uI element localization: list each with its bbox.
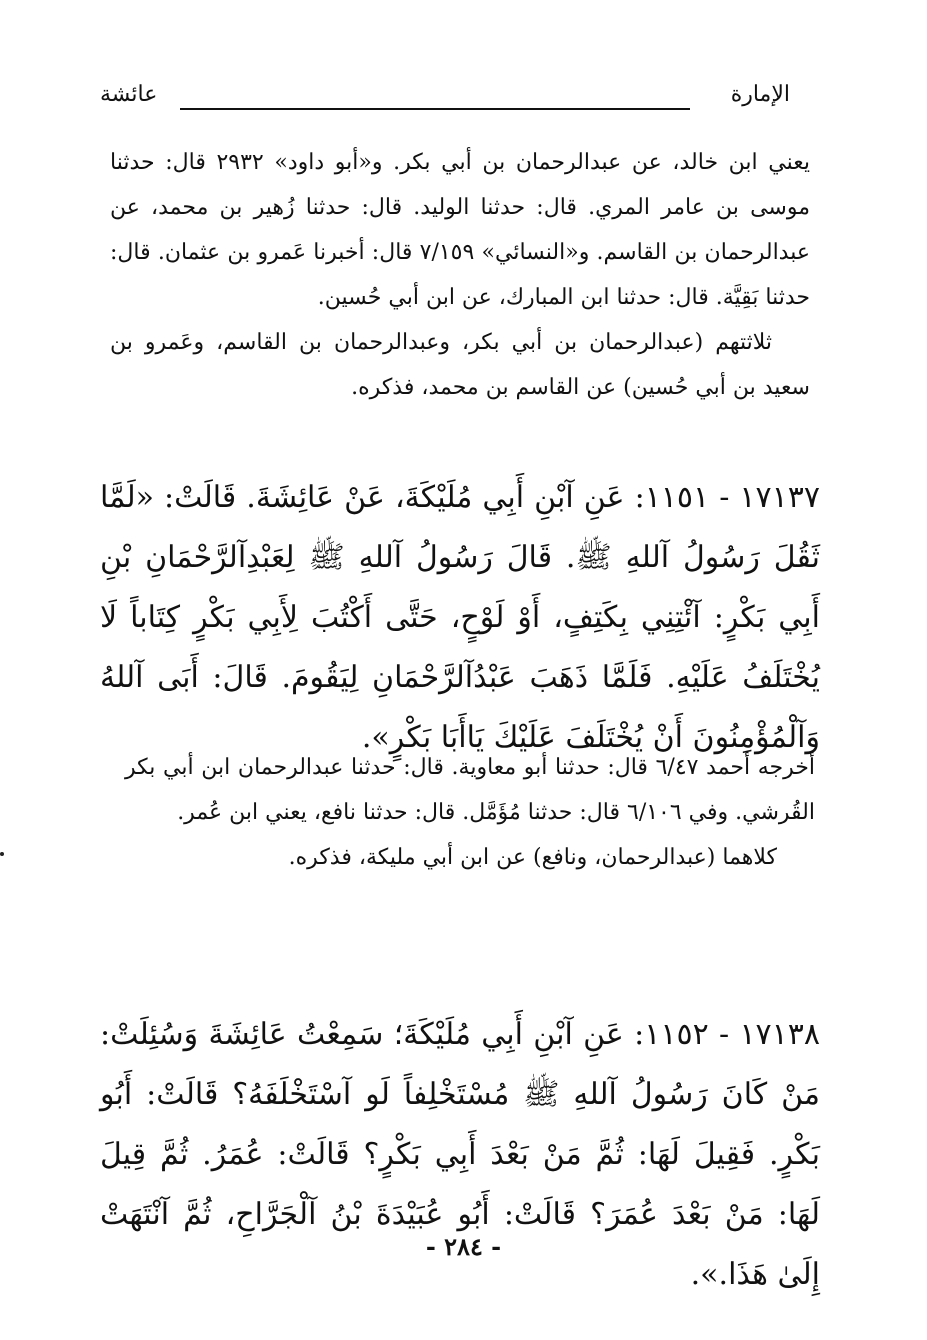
hadith-text: ١٧١٣٨ - ١١٥٢: عَنِ آبْنِ أَبِي مُلَيْكَةَ؛ سَمِعْتُ عَائِشَةَ وَسُئِلَتْ: مَنْ كَانَ رَسُولُ آللهِ ﷺ مُسْتَخْلِفاً لَو آسْتَخْلَفَهُ؟ قَالَتْ: أَبُو بَكْرٍ. فَقِيلَ لَهَا: ثُمَّ مَنْ بَعْدَ أَبِي بَكْرٍ؟ قَالَتْ: عُمَرُ. ثُمَّ قِيلَ لَهَا: مَنْ بَعْدَ عُمَرَ؟ قَالَتْ: أَبُو عُبَيْدَةَ بْنُ آلْجَرَّاحِ، ثُمَّ آنْتَهَتْ إِلَىٰ هَذَا.». [100, 1017, 821, 1292]
running-head [100, 82, 790, 122]
section-name: عائشة [100, 82, 158, 107]
takhrij-block-2 [125, 745, 815, 880]
hadith-text: ١٧١٣٧ - ١١٥١: عَنِ آبْنِ أَبِي مُلَيْكَةَ، عَنْ عَائِشَةَ. قَالَتْ: «لَمَّا ثَقُلَ رَسُولُ آللهِ ﷺ. قَالَ رَسُولُ آللهِ ﷺ لِعَبْدِآلرَّحْمَانِ بْنِ أَبِي بَكْرٍ: آئْتِنِي بِكَتِفٍ، أَوْ لَوْحٍ، حَتَّى أَكْتُبَ لِأَبِي بَكْرٍ كِتَاباً لَا يُخْتَلَفُ عَلَيْهِ. فَلَمَّا ذَهَبَ عَبْدُآلرَّحْمَانِ لِيَقُومَ. قَالَ: أَبَى آللهُ وَآلْمُؤْمِنُونَ أَنْ يُخْتَلَفَ عَلَيْكَ يَاأَبَا بَكْرٍ». [100, 480, 820, 755]
hadith-1151 [100, 468, 820, 768]
takhrij-block-1 [110, 140, 810, 410]
takhrij-paragraph: ثلاثتهم (عبدالرحمان بن أبي بكر، وعبدالرحمان بن القاسم، وعَمرو بن سعيد بن أبي حُسين) عن القاسم بن محمد، فذكره. [110, 330, 810, 400]
page-number: - ٢٨٤ - [425, 1232, 502, 1261]
takhrij-paragraph: كلاهما (عبدالرحمان، ونافع) عن ابن أبي مليكة، فذكره. [288, 845, 777, 870]
header-rule [180, 108, 690, 110]
takhrij-paragraph: يعني ابن خالد، عن عبدالرحمان بن أبي بكر. و«أبو داود» ٢٩٣٢ قال: حدثنا موسى بن عامر المري. قال: حدثنا الوليد. قال: حدثنا زُهير بن محمد، عن عبدالرحمان بن القاسم. و«النسائي» ٧/١٥٩ قال: أخبرنا عَمرو بن عثمان. قال: حدثنا بَقِيَّة. قال: حدثنا ابن المبارك، عن ابن أبي حُسين. [110, 150, 810, 310]
chapter-title: الإمارة [730, 82, 790, 107]
scan-edge-mark [0, 852, 4, 856]
takhrij-paragraph: أخرجه أحمد ٦/٤٧ قال: حدثنا أبو معاوية. قال: حدثنا عبدالرحمان ابن أبي بكر القُرشي. وفي ٦/١٠٦ قال: حدثنا مُؤَمَّل. قال: حدثنا نافع، يعني ابن عُمر. [125, 755, 815, 825]
